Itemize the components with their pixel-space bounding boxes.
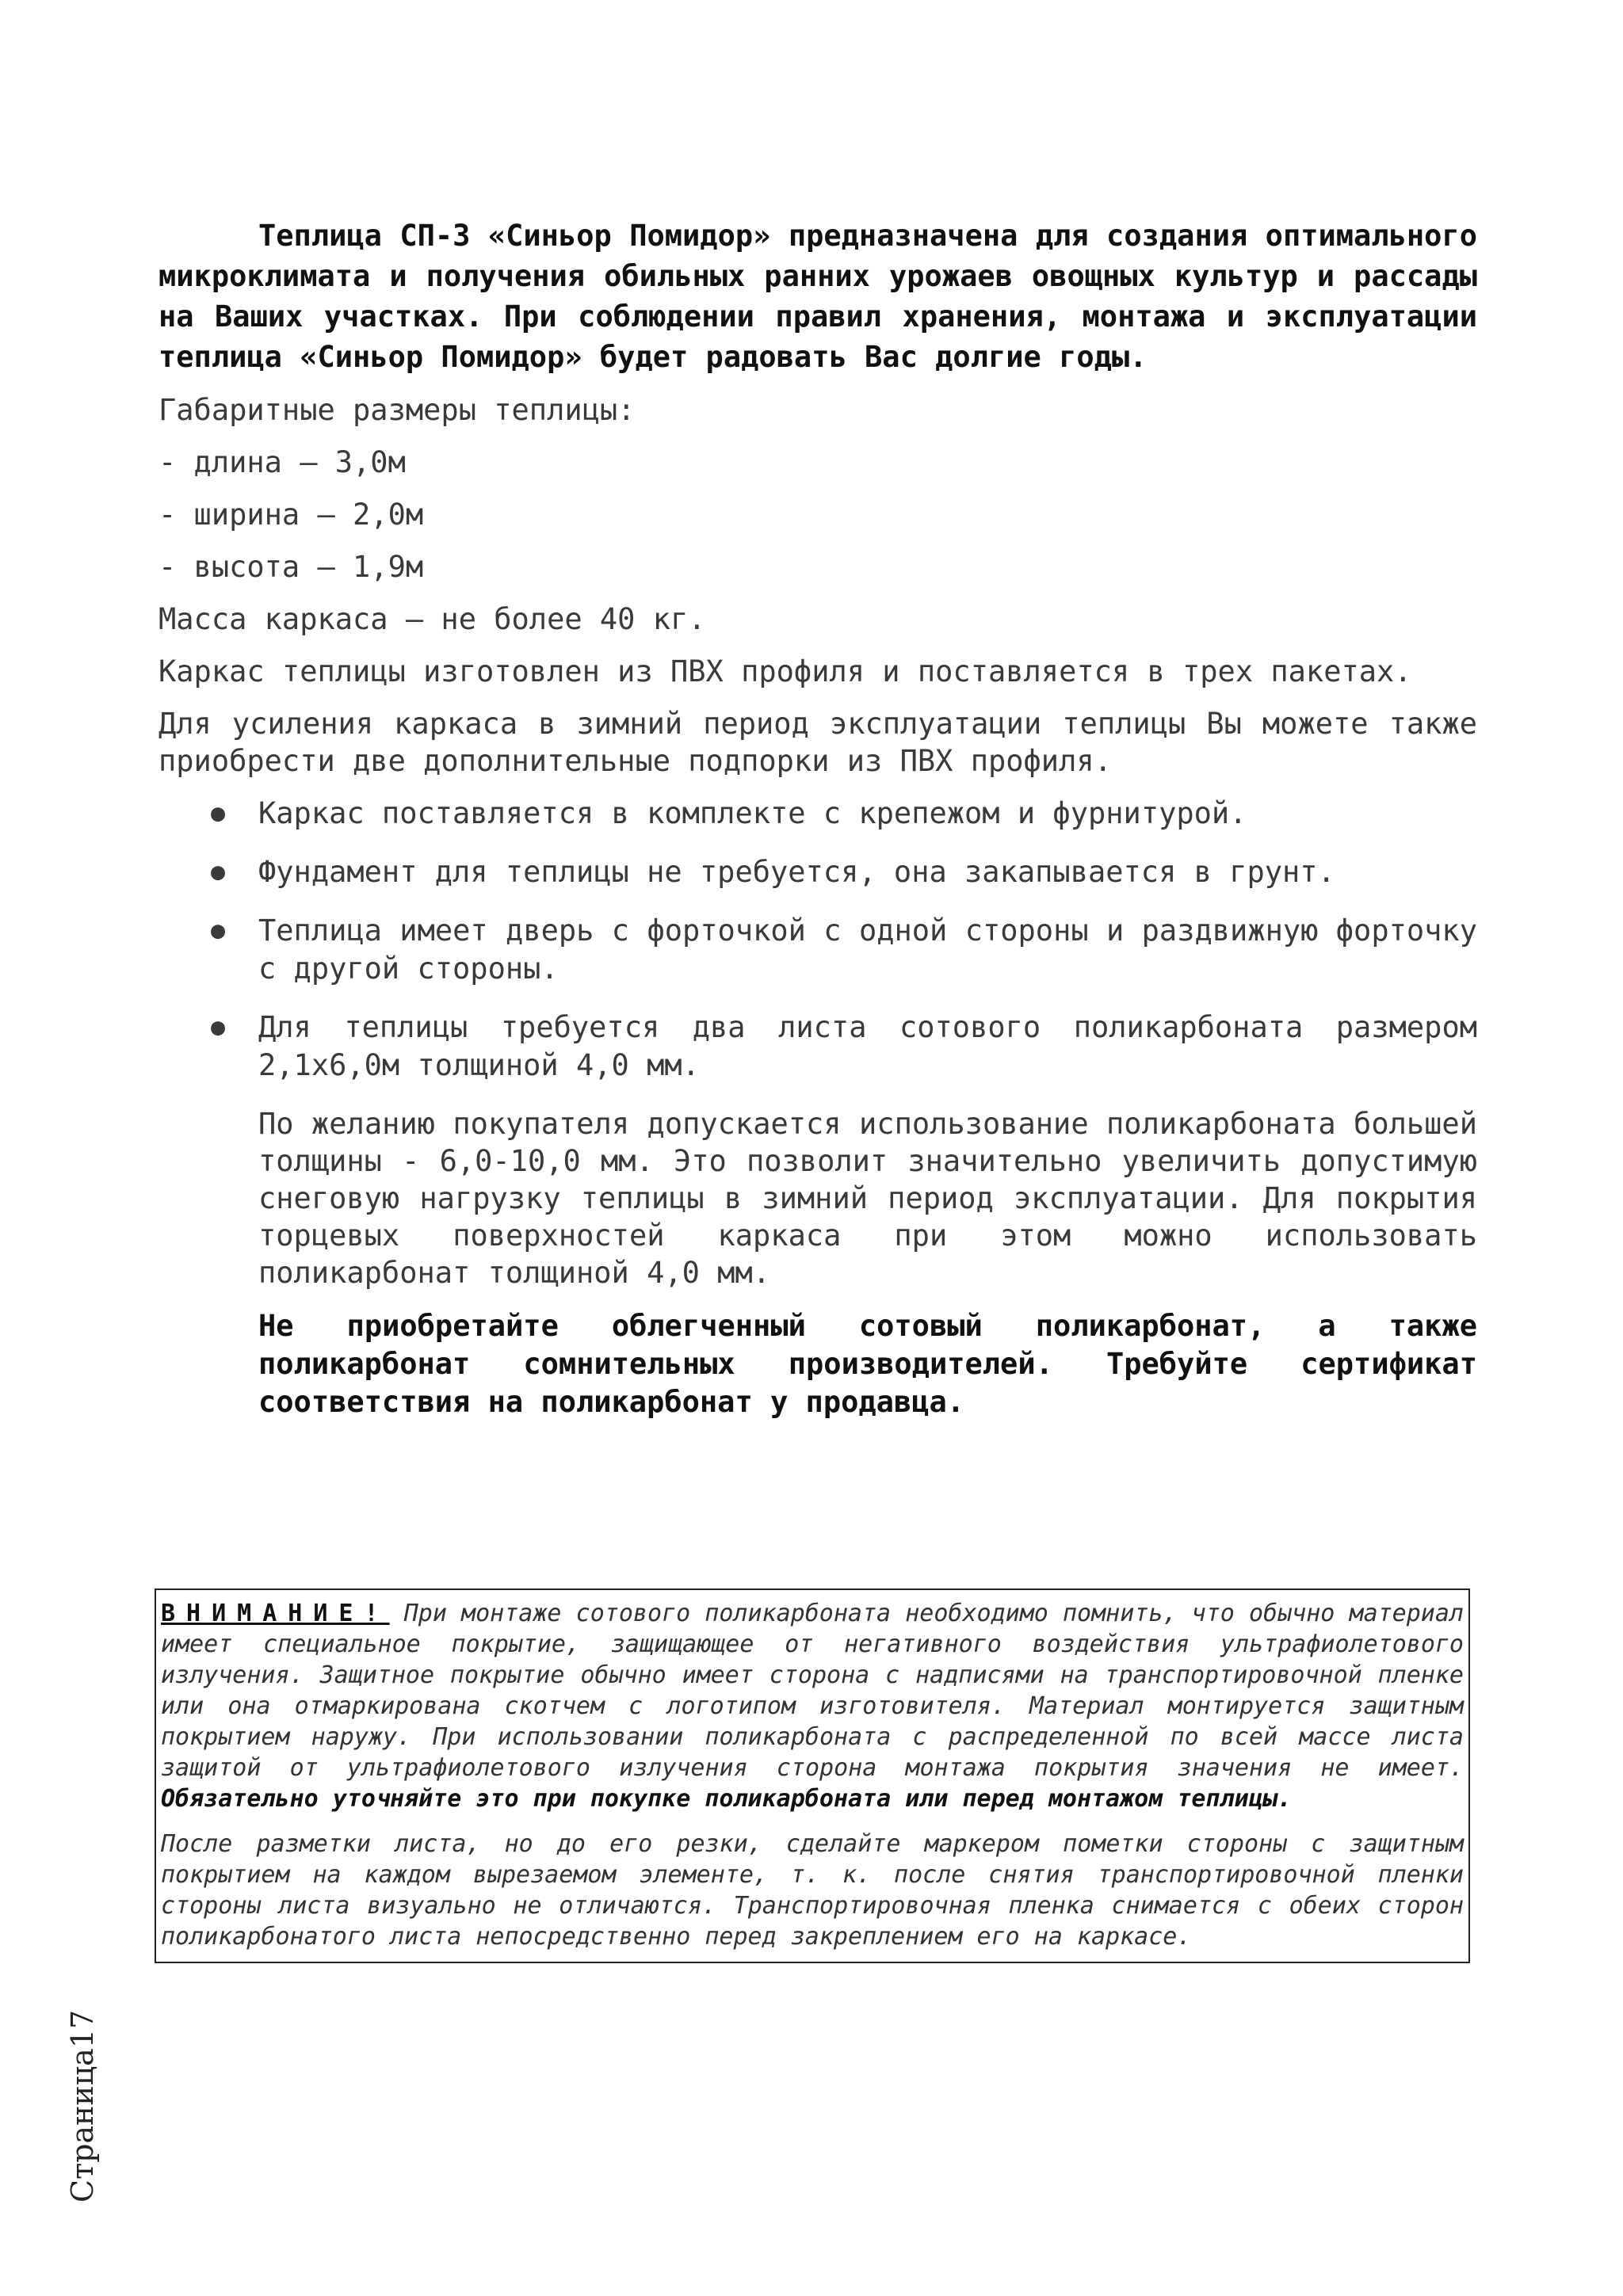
intro-paragraph: Теплица СП-3 «Синьор Помидор» предназначена для создания оптимального микроклимата и получения обильных ранних урожаев овощных культур и рассады на Ваших участках. При соблюдении правил хранения, монтажа и эксплуатации теплица «Синьор Помидор» будет радовать Вас долгие годы.: [158, 219, 1477, 374]
notice-second-paragraph: После разметки листа, но до его резки, сделайте маркером пометки стороны с защитным покрытием на каждом вырезаемом элементе, т. к. после снятия транспортировочной пленки стороны листа визуально не отличаются. Транспортировочная пленка снимается с обеих сторон поликарбонатого листа непосредственно перед закреплением его на каркасе.: [161, 1830, 1464, 1951]
notice-label: ВНИМАНИЕ!: [161, 1600, 390, 1627]
bullet-icon: ●: [211, 858, 226, 886]
feature-item: [211, 1009, 1477, 1085]
dimension-length: - длина – 3,0м: [158, 445, 406, 479]
notice-box: [155, 1589, 1470, 1963]
winter-paragraph: Для усиления каркаса в зимний период эксплуатации теплицы Вы можете также приобрести две дополнительные подпорки из ПВХ профиля.: [158, 707, 1477, 778]
feature-item: [211, 853, 1477, 891]
feature-text: Для теплицы требуется два листа сотового поликарбоната размером 2,1х6,0м толщиной 4,0 мм.: [258, 1010, 1477, 1082]
feature-text: Теплица имеет дверь с форточкой с одной стороны и раздвижную форточку с другой стороны.: [258, 913, 1477, 986]
notice-text: При монтаже сотового поликарбоната необходимо помнить, что обычно материал имеет специальное покрытие, защищающее от негативного воздействия ультрафиолетового излучения. Защитное покрытие обычно имеет сторона с надписями на транспортировочной пленке или она отмаркирована скотчем с логотипом изготовителя. Материал монтируется защитным покрытием наружу. При использовании поликарбоната с распределенной по всей массе листа защитой от ультрафиолетового излучения сторона монтажа покрытия значения не имеет.: [161, 1600, 1464, 1782]
frame-paragraph: Каркас теплицы изготовлен из ПВХ профиля и поставляется в трех пакетах.: [158, 654, 1412, 688]
page-number: Страница17: [65, 2009, 100, 2203]
feature-item: [211, 912, 1477, 988]
mass-paragraph: Масса каркаса – не более 40 кг.: [158, 602, 706, 636]
purchase-warning: Не приобретайте облегченный сотовый поликарбонат, а также поликарбонат сомнительных производителей. Требуйте сертификат соответствия на поликарбонат у продавца.: [258, 1309, 1477, 1419]
dimension-width: - ширина – 2,0м: [158, 498, 424, 532]
dimension-height: - высота – 1,9м: [158, 550, 424, 584]
bullet-icon: ●: [211, 917, 226, 944]
feature-text: Фундамент для теплицы не требуется, она закапывается в грунт.: [258, 855, 1335, 889]
feature-text: Каркас поставляется в комплекте с крепежом и фурнитурой.: [258, 796, 1247, 830]
dimensions-list: [158, 444, 1477, 585]
features-list: [158, 795, 1477, 1085]
document-body: [158, 215, 1477, 1436]
feature-item: [211, 795, 1477, 833]
dimensions-heading: Габаритные размеры теплицы:: [158, 393, 636, 427]
notice-bold-text: Обязательно уточняйте это при покупке поликарбоната или перед монтажом теплицы.: [161, 1785, 1292, 1813]
notice-paragraph: [161, 1598, 1464, 1814]
bullet-icon: ●: [211, 799, 226, 827]
optional-thickness-paragraph: По желанию покупателя допускается использование поликарбоната большей толщины - 6,0-10,0 мм. Это позволит значительно увеличить допустимую снеговую нагрузку теплицы в зимний период эксплуатации. Для покрытия торцевых поверхностей каркаса при этом можно использовать поликарбонат толщиной 4,0 мм.: [258, 1107, 1477, 1290]
bullet-icon: ●: [211, 1013, 226, 1041]
